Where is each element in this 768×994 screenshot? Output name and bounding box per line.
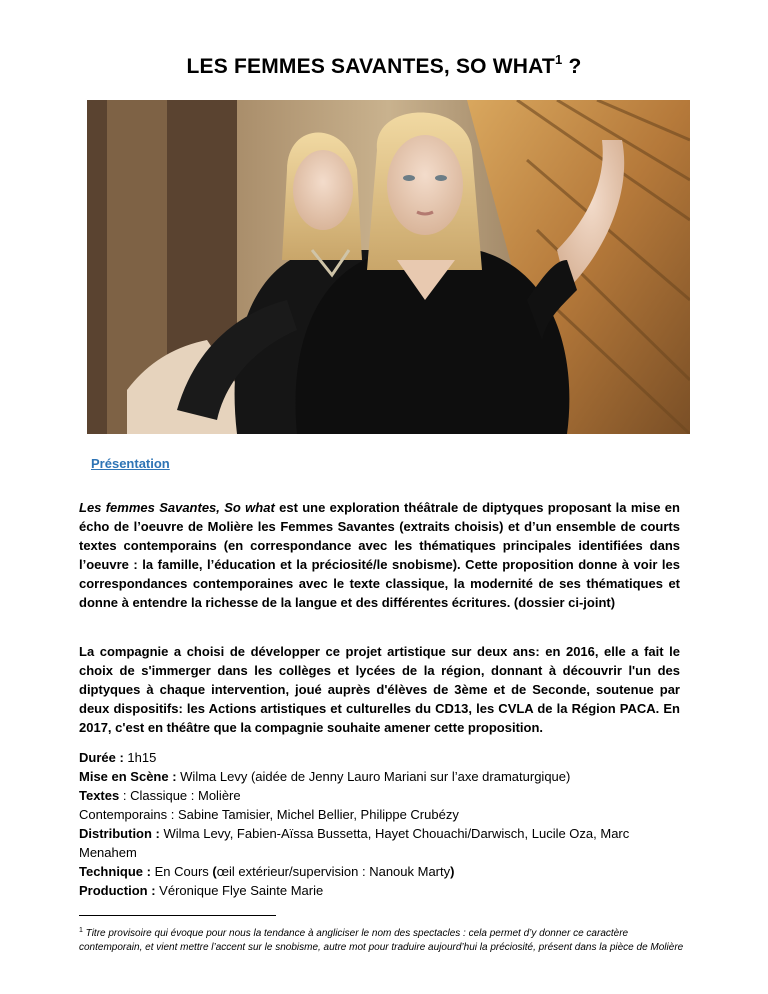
paragraph-project: La compagnie a choisi de développer ce projet artistique sur deux ans: en 2016, elle a fait le choix de s'immerger dans les collèges et lycées de la région, donnant à découvrir l'un des diptyques à chaque intervention, joué auprès d'élèves de 3ème et de Seconde, soutenue par deux dispositifs: les Actions artistiques et culturelles du CD13, les CVLA de la Région PACA. En 2017, c'est en théâtre que la compagnie souhaite amener cette proposition. — [79, 644, 680, 735]
footnote-separator — [79, 915, 276, 916]
paragraph-intro — [79, 498, 680, 612]
footnote-text: Titre provisoire qui évoque pour nous la tendance à angliciser le nom des spectacles : cela permet d’y donner ce caractère contemporain, et vient mettre l’accent sur le snobisme, autre mot pour traduire aujourd’hui la préciosité, présent dans la pièce de Molière — [79, 928, 684, 953]
title-tail: ? — [562, 55, 582, 78]
credit-distribution: Distribution : Wilma Levy, Fabien-Aïssa Bussetta, Hayet Chouachi/Darwisch, Lucile Oza, Marc Menahem — [79, 826, 630, 860]
credit-textes: Textes : Classique : Molière — [79, 788, 241, 803]
paragraph-intro-italic: Les femmes Savantes, So what — [79, 500, 275, 515]
credits-list — [79, 748, 689, 900]
section-heading-presentation: Présentation — [91, 456, 170, 471]
credit-technique: Technique : En Cours (œil extérieur/supervision : Nanouk Marty) — [79, 864, 455, 879]
credit-production: Production : Véronique Flye Sainte Marie — [79, 883, 324, 898]
footnote-number: 1 — [79, 927, 83, 934]
title-text: LES FEMMES SAVANTES, SO WHAT — [186, 55, 555, 78]
cover-photo — [87, 100, 690, 434]
credit-duree: Durée : 1h15 — [79, 750, 157, 765]
footnote — [79, 924, 684, 955]
title-footnote-ref[interactable]: 1 — [554, 52, 563, 67]
photo-illustration — [87, 100, 690, 434]
paragraph-intro-rest: est une exploration théâtrale de diptyques proposant la mise en écho de l’oeuvre de Molière les Femmes Savantes (extraits choisis) et d’un ensemble de courts textes contemporains (en correspondance avec les thématiques principales identifiées dans l’oeuvre : la famille, l’éducation et la préciosité/le snobisme). Cette proposition donne à voir les correspondances contemporaines avec le texte classique, la modernité de ses thématiques et donne à entendre la richesse de la langue et des différentes écritures. (dossier ci-joint) — [79, 500, 680, 610]
credit-contemporains: Contemporains : Sabine Tamisier, Michel Bellier, Philippe Crubézy — [79, 807, 459, 822]
page-title — [0, 52, 768, 79]
credit-mise-en-scene: Mise en Scène : Wilma Levy (aidée de Jenny Lauro Mariani sur l’axe dramaturgique) — [79, 769, 571, 784]
